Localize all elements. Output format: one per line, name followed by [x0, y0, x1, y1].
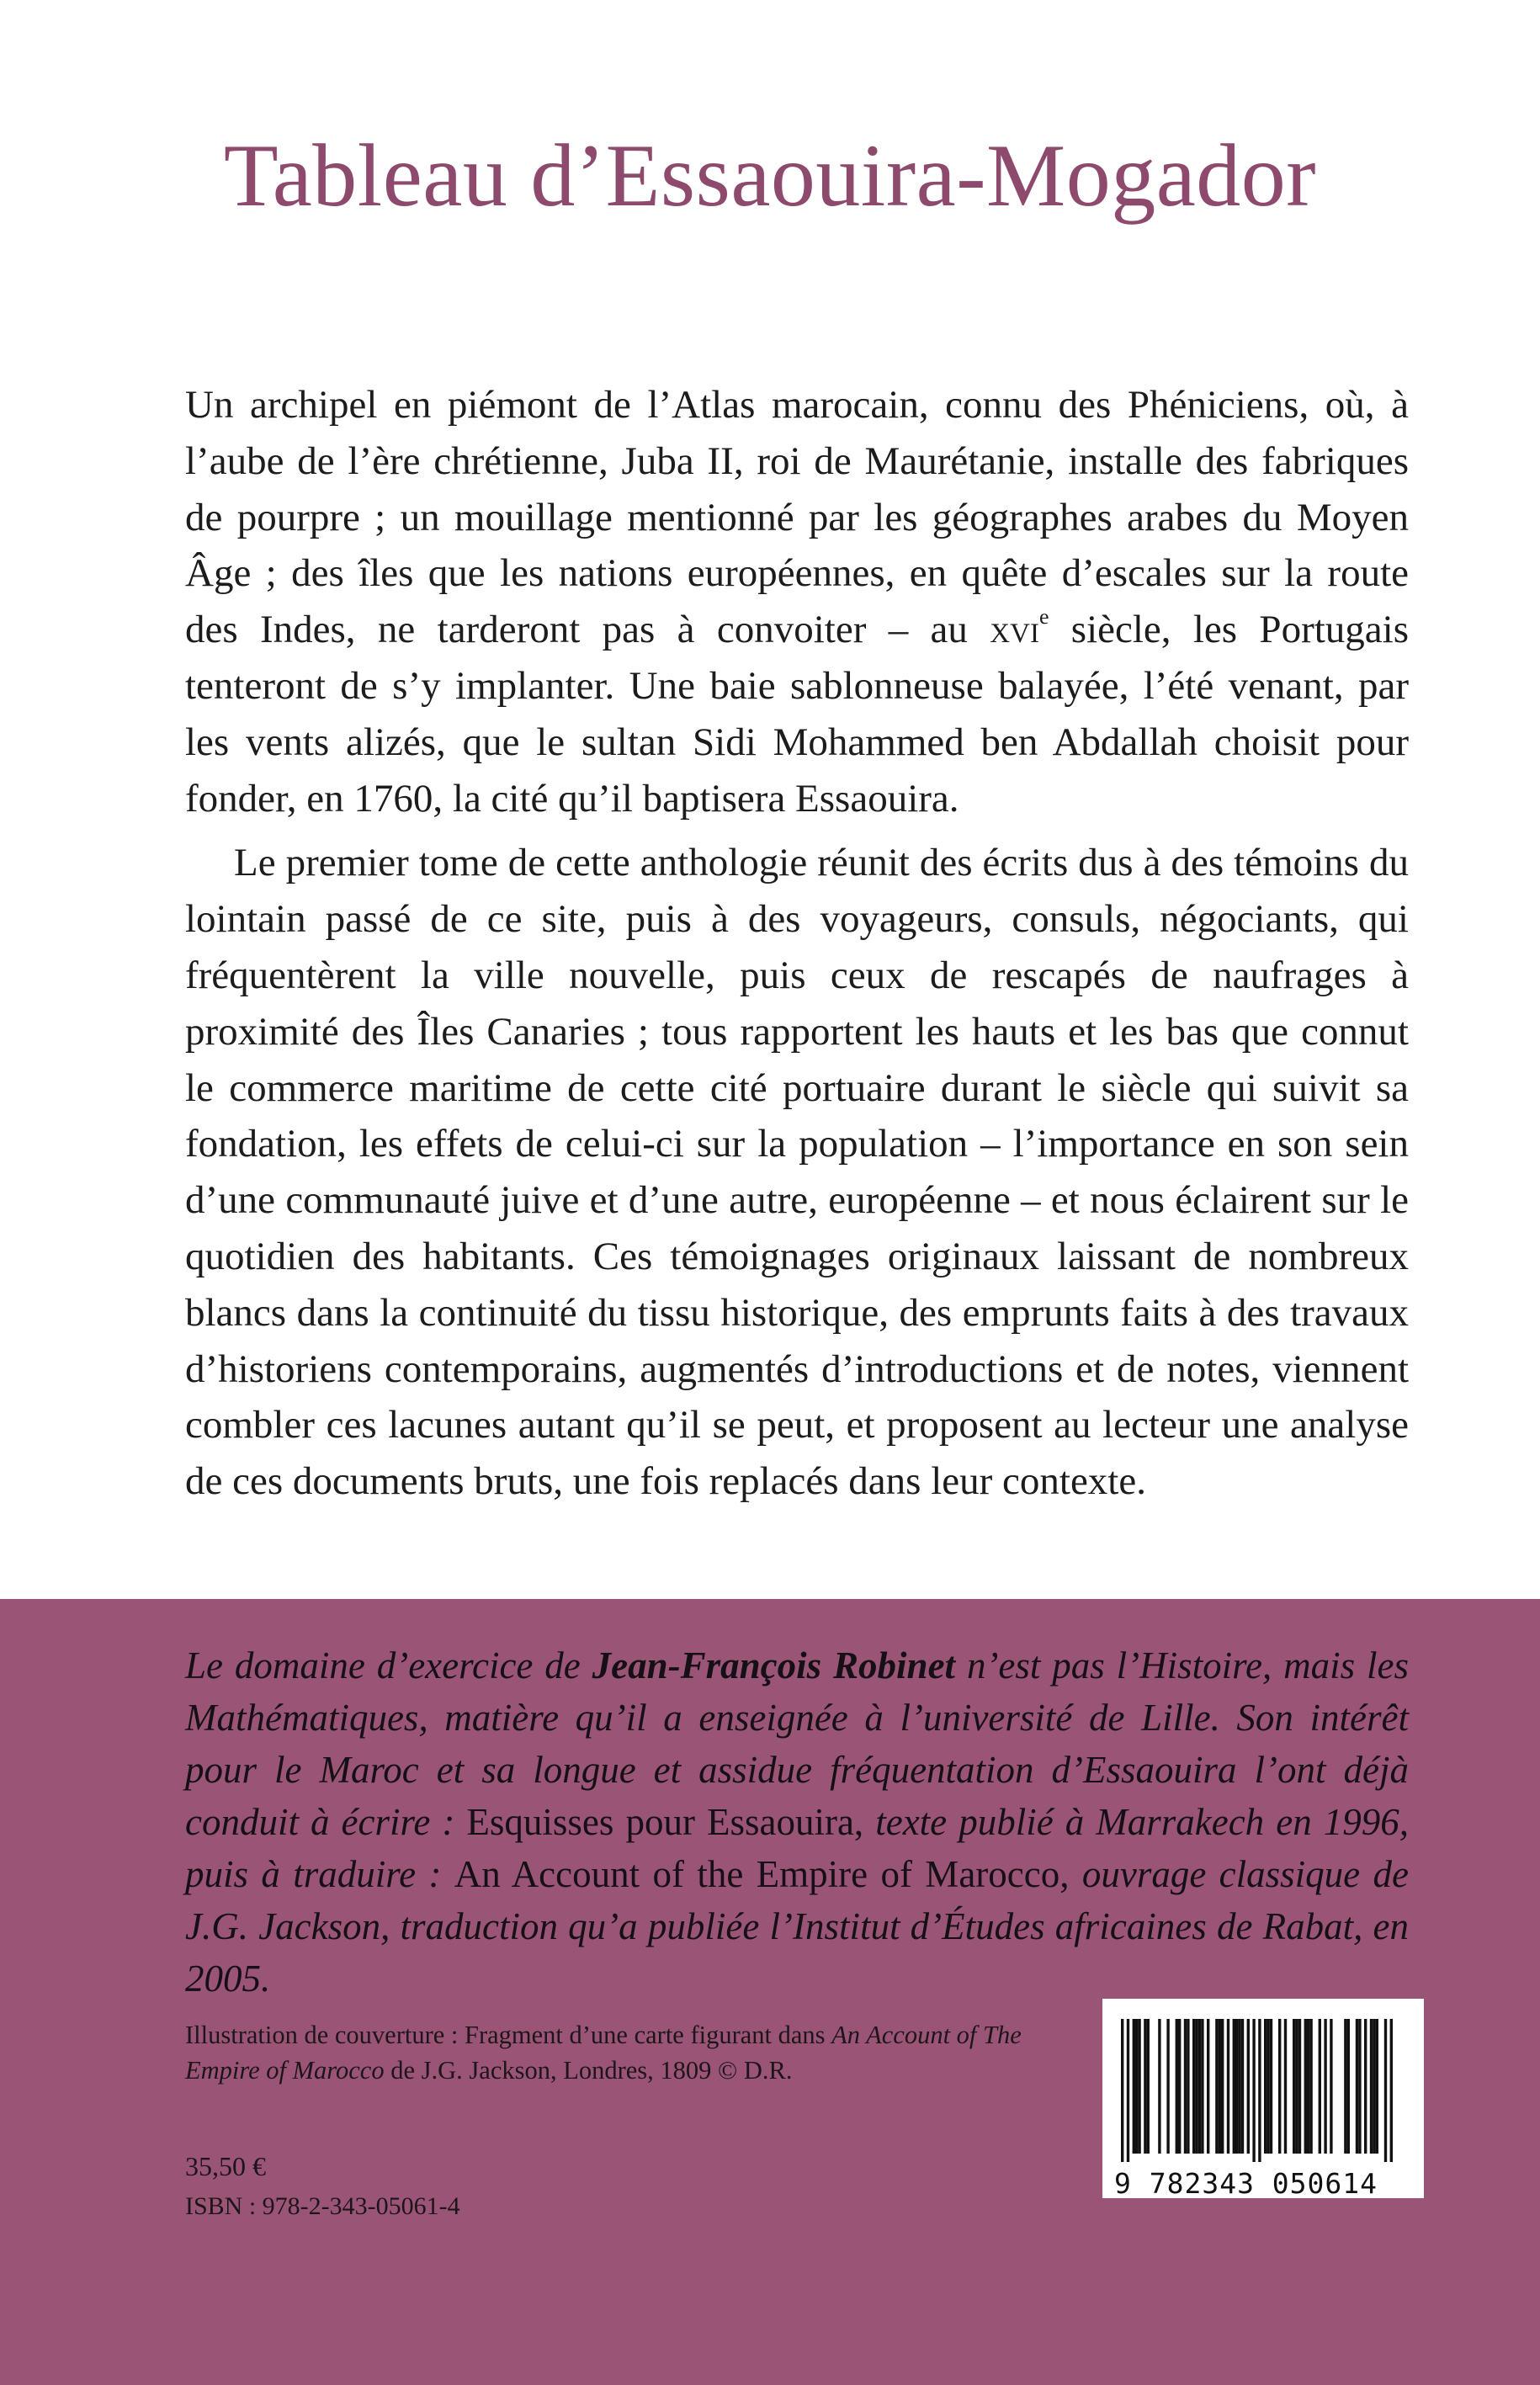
barcode-bar: [1376, 2019, 1378, 2154]
bio-part-b: n’est pas l’Histoire, mais les Mathématiques, matière qu’il a enseignée à l’université de Lille. Son intérêt pour le Maroc et sa longue et assidue fréquentation d’Essaouira l’ont déjà conduit à écrire :: [185, 1644, 1410, 1843]
bio-part-c: texte publié à Marrakech en 1996, puis à traduire :: [185, 1801, 1409, 1895]
barcode-bar: [1138, 2019, 1140, 2154]
bio-book-1: Esquisses pour Essaouira,: [466, 1801, 864, 1843]
barcode-bar: [1252, 2019, 1255, 2162]
barcode-bar: [1227, 2019, 1229, 2154]
barcode-panel: [1102, 1999, 1424, 2198]
bio-part-d: ouvrage classique de J.G. Jackson, traduction qu’a publiée l’Institut d’Études africaines de Rabat, en 2005.: [185, 1853, 1409, 2000]
barcode-bar: [1238, 2019, 1240, 2154]
barcode-bar: [1176, 2019, 1178, 2154]
barcode-bar: [1219, 2019, 1221, 2154]
barcode-bar: [1330, 2019, 1332, 2154]
barcode-bar: [1309, 2019, 1312, 2154]
barcode-bar: [1215, 2019, 1218, 2154]
barcode-bar: [1187, 2019, 1189, 2154]
barcode-bar: [1364, 2019, 1367, 2154]
credit-work-title: An Account of The Empire of Marocco: [185, 2021, 1022, 2085]
barcode-bar: [1184, 2019, 1187, 2154]
author-name: Jean-François Robinet: [592, 1644, 956, 1686]
barcode-icon: [1121, 2019, 1407, 2162]
barcode-digits: 9 782343 050614: [1114, 2167, 1378, 2200]
price: 35,50 €: [185, 2151, 266, 2181]
barcode-bar: [1270, 2019, 1272, 2154]
barcode-bar: [1258, 2019, 1261, 2162]
barcode-bar: [1284, 2019, 1287, 2154]
barcode-bar: [1195, 2019, 1197, 2154]
century-numeral: xvi: [990, 608, 1039, 652]
book-title: Tableau d’Essaouira-Mogador: [223, 126, 1317, 225]
barcode-bar: [1319, 2019, 1321, 2154]
barcode-bar: [1221, 2019, 1224, 2154]
barcode-bar: [1324, 2019, 1326, 2154]
barcode-bar: [1133, 2019, 1135, 2154]
barcode-bar: [1358, 2019, 1361, 2154]
barcode-bar: [1304, 2019, 1307, 2154]
barcode-bar: [1207, 2019, 1209, 2154]
summary-text: [185, 377, 1409, 1510]
barcode-bar: [1307, 2019, 1309, 2154]
credit-part-b: de J.G. Jackson, Londres, 1809 © D.R.: [384, 2056, 793, 2085]
summary-paragraph-2: Le premier tome de cette anthologie réunit des écrits dus à des témoins du lointain passé de ce site, puis à des voyageurs, consuls, négociants, qui fréquentèrent la ville nouvelle, puis ceux de rescapés de naufrages à proximité des Îles Canaries ; tous rapportent les hauts et les bas que connut le commerce maritime de cette cité portuaire durant le siècle qui suivit sa fondation, les effets de celui-ci sur la population – l’importance en son sein d’une communauté juive et d’une autre, européenne – et nous éclairent sur le quotidien des habitants. Ces témoignages originaux laissant de nombreux blancs dans la continuité du tissu historique, des emprunts faits à des travaux d’historiens contemporains, augmentés d’introductions et de notes, viennent combler ces lacunes autant qu’il se peut, et proposent au lecteur une analyse de ces documents bruts, une fois replacés dans leur contexte.: [185, 841, 1409, 1504]
barcode-bar: [1390, 2019, 1393, 2162]
barcode-bar: [1247, 2019, 1250, 2154]
barcode-bar: [1166, 2019, 1169, 2154]
barcode-bar: [1264, 2019, 1267, 2154]
barcode-bar: [1201, 2019, 1203, 2154]
isbn: ISBN : 978-2-343-05061-4: [185, 2192, 460, 2220]
barcode-bar: [1233, 2019, 1235, 2154]
bio-part-a: Le domaine d’exercice de: [185, 1644, 592, 1686]
barcode-bar: [1356, 2019, 1358, 2154]
barcode-bar: [1235, 2019, 1238, 2154]
century-superscript: e: [1038, 604, 1049, 629]
barcode-bar: [1147, 2019, 1150, 2154]
barcode-bar: [1373, 2019, 1375, 2154]
barcode-bar: [1144, 2019, 1146, 2154]
barcode-bar: [1278, 2019, 1281, 2154]
barcode-bar: [1158, 2019, 1160, 2154]
credit-part-a: Illustration de couverture : Fragment d’une carte figurant dans: [185, 2021, 832, 2049]
summary-p1-part-a: Un archipel en piémont de l’Atlas marocain, connu des Phéniciens, où, à l’aube de l’ère chrétienne, Juba II, roi de Maurétanie, installe des fabriques de pourpre ; un mouillage mentionné par les géographes arabes du Moyen Âge ; des îles que les nations européennes, en quête d’escales sur la route des Indes, ne tarderont pas à convoiter – au: [185, 383, 1409, 652]
barcode-bar: [1241, 2019, 1244, 2154]
summary-paragraph-1: [185, 377, 1409, 826]
barcode-bar: [1127, 2019, 1129, 2162]
barcode-bar: [1347, 2019, 1350, 2154]
barcode-bar: [1178, 2019, 1181, 2154]
bio-book-2: An Account of the Empire of Marocco,: [454, 1853, 1070, 1895]
barcode-bar: [1121, 2019, 1123, 2162]
cover-illustration-credit: [185, 2017, 1077, 2088]
barcode-bar: [1384, 2019, 1387, 2162]
barcode-bar: [1295, 2019, 1298, 2154]
barcode-bar: [1198, 2019, 1201, 2154]
summary-p1-part-b: siècle, les Portugais tenteront de s’y implanter. Une baie sablonneuse balayée, l’été venant, par les vents alizés, que le sultan Sidi Mohammed ben Abdallah choisit pour fonder, en 1760, la cité qu’il baptisera Essaouira.: [185, 608, 1409, 821]
barcode-bar: [1293, 2019, 1295, 2154]
barcode-bar: [1135, 2019, 1138, 2154]
barcode-bar: [1370, 2019, 1373, 2154]
barcode-bar: [1298, 2019, 1301, 2154]
author-bio: [185, 1639, 1409, 2005]
barcode-bar: [1267, 2019, 1269, 2154]
barcode-bar: [1192, 2019, 1195, 2154]
barcode-bar: [1344, 2019, 1346, 2154]
